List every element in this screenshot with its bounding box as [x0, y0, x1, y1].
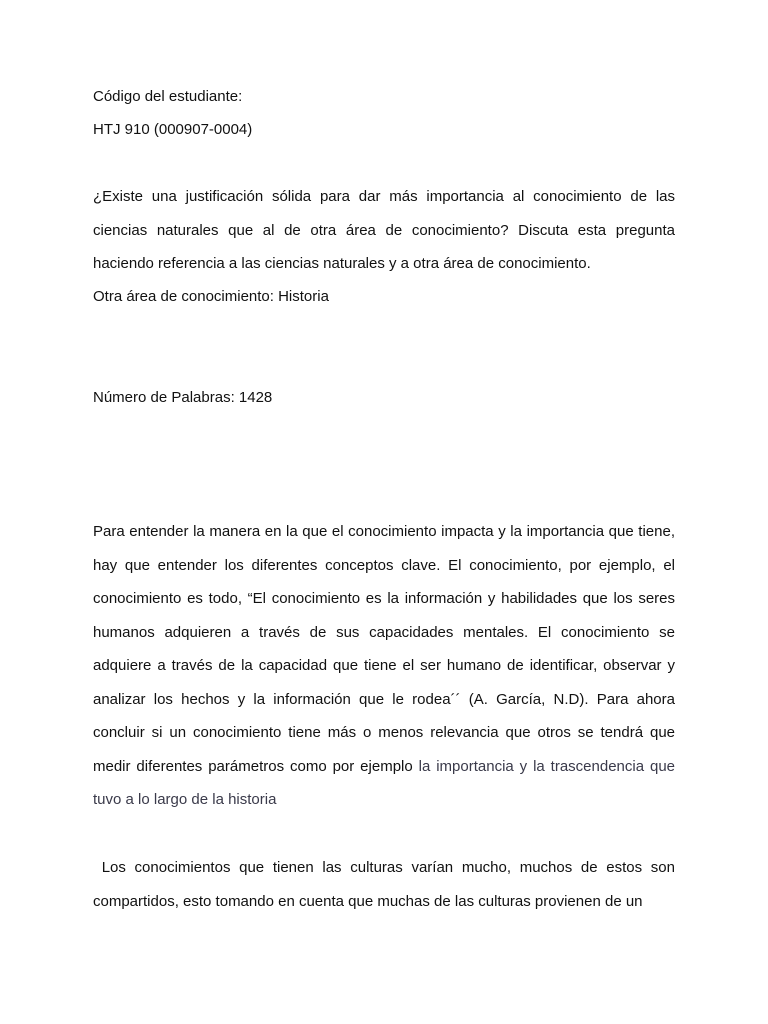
body-paragraph-1 — [93, 515, 675, 817]
other-area-line: Otra área de conocimiento: Historia — [93, 288, 329, 305]
student-code-value: HTJ 910 (000907-0004) — [93, 121, 253, 138]
body-paragraph-2: Los conocimientos que tienen las culturas varían mucho, muchos de estos son compartidos, esto tomando en cuenta que muchas de las culturas provienen de un — [93, 859, 680, 910]
student-code-label: Código del estudiante: — [93, 88, 243, 105]
paragraph-1-main: Para entender la manera en la que el conocimiento impacta y la importancia que tiene, hay que entender los diferentes conceptos clave. El conocimiento, por ejemplo, el conocimiento es todo, “El conocimiento es la información y habilidades que los seres humanos adquieren a través de sus capacidades mentales. El conocimiento se adquiere a través de la capacidad que tiene el ser humano de identificar, observar y analizar los hechos y la información que le rodea´´ (A. García, N.D). Para ahora concluir si un conocimiento tiene más o menos relevancia que otros se tendrá que medir diferentes parámetros como por ejemplo — [93, 523, 675, 775]
word-count: Número de Palabras: 1428 — [93, 389, 273, 406]
paragraph-1-tail: la importancia y la trascendencia que tuvo a lo largo de la historia — [93, 757, 676, 808]
essay-question: ¿Existe una justificación sólida para dar más importancia al conocimiento de las ciencias naturales que al de otra área de conocimiento? Discuta esta pregunta haciendo referencia a las ciencias naturales y a otra área de conocimiento. — [93, 188, 675, 272]
